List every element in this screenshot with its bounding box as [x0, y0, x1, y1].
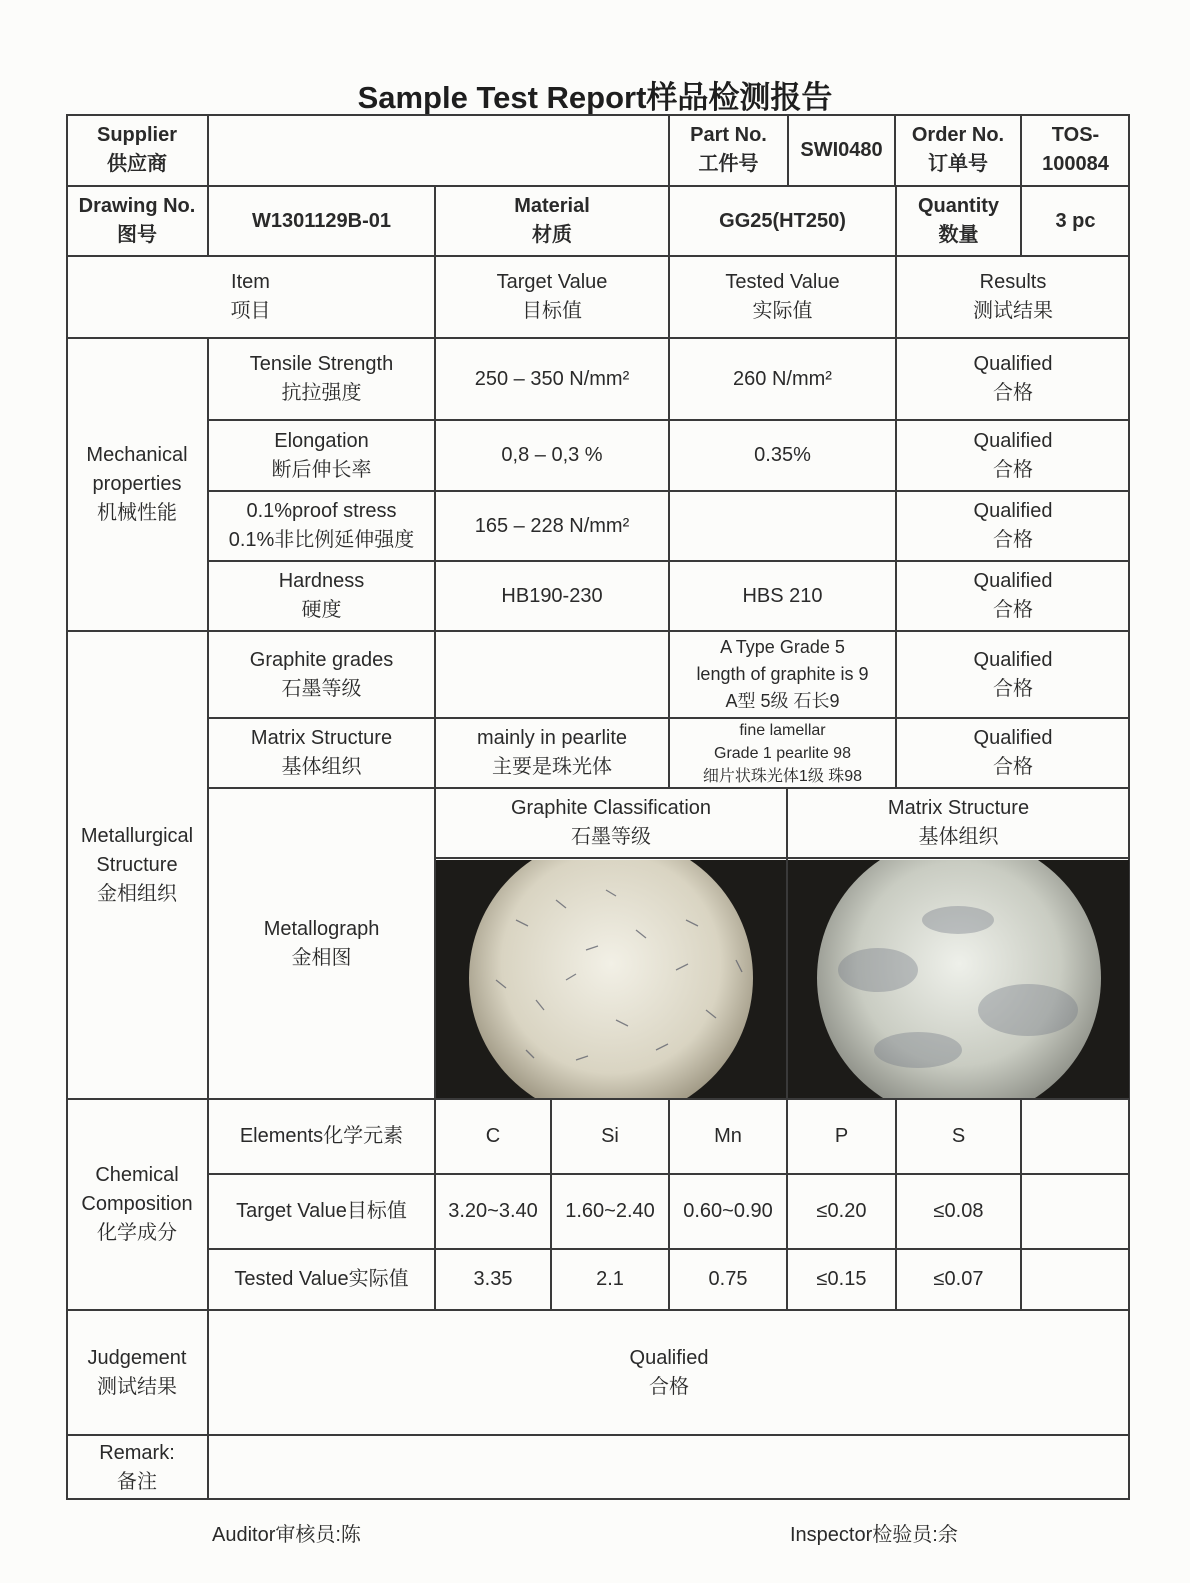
chem-tested-mn: 0.75	[708, 1268, 748, 1290]
column-tested-en: Tested Value	[725, 271, 840, 293]
element-s: S	[951, 1125, 966, 1147]
chem-tested-si: 2.1	[596, 1268, 624, 1290]
proof-stress-item-en: 0.1%proof stress	[246, 500, 397, 522]
tensile-result-cn: 合格	[993, 382, 1033, 404]
hardness-result-cn: 合格	[993, 599, 1033, 621]
hardness-result	[896, 561, 1130, 631]
matrix-micrograph-image	[788, 860, 1129, 1098]
metallograph-label-en: Metallograph	[263, 917, 380, 940]
judgement-value	[208, 1310, 1130, 1435]
chem-target-p: ≤0.20	[816, 1200, 867, 1222]
proof-stress-target: 165 – 228 N/mm²	[474, 514, 630, 537]
column-target-en: Target Value	[496, 271, 608, 293]
column-target	[435, 256, 669, 338]
graphite-micrograph-svg	[436, 860, 786, 1098]
proof-stress-result-en: Qualified	[973, 500, 1053, 522]
material-label-en: Material	[514, 195, 590, 217]
order-no-label-en: Order No.	[911, 124, 1005, 146]
column-tested	[669, 256, 896, 338]
matrix-tested-line2: Grade 1 pearlite 98	[714, 744, 851, 762]
element-c: C	[485, 1125, 501, 1147]
metallurgical-label-line2: Structure	[96, 853, 178, 876]
metallograph-label	[208, 788, 435, 1099]
graphite-result-en: Qualified	[973, 648, 1053, 671]
hardness-target: HB190-230	[501, 584, 603, 607]
report-table	[66, 114, 1130, 1500]
proof-stress-result-cn: 合格	[993, 529, 1033, 551]
tensile-result-en: Qualified	[973, 353, 1053, 375]
graphite-grades-item-cn: 石墨等级	[281, 677, 362, 700]
hardness-item-en: Hardness	[278, 570, 365, 592]
matrix-tested-line1: fine lamellar	[739, 721, 826, 739]
hardness-item-cn: 硬度	[301, 599, 342, 621]
elongation-result-cn: 合格	[993, 458, 1033, 481]
chem-target-si: 1.60~2.40	[565, 1200, 655, 1222]
column-results	[896, 256, 1130, 338]
elongation-target: 0,8 – 0,3 %	[501, 444, 603, 466]
matrix-structure-image-en: Matrix Structure	[887, 797, 1030, 819]
graphite-result-cn: 合格	[993, 677, 1033, 700]
matrix-structure-result	[896, 718, 1130, 788]
matrix-structure-image-label	[787, 788, 1130, 858]
column-tested-cn: 实际值	[752, 300, 813, 322]
quantity-label-en: Quantity	[917, 195, 1000, 217]
column-item-en: Item	[231, 271, 270, 293]
column-item	[66, 256, 435, 338]
mechanical-label-line1: Mechanical	[86, 444, 188, 466]
material-value: GG25(HT250)	[719, 209, 846, 232]
chemical-label-line1: Chemical	[95, 1164, 179, 1186]
column-target-cn: 目标值	[522, 300, 582, 322]
graphite-grades-item	[208, 631, 435, 718]
tensile-result	[896, 338, 1130, 420]
graphite-classification-cn: 石墨等级	[571, 826, 651, 848]
graphite-micrograph-image	[436, 860, 786, 1098]
material-label	[435, 186, 669, 256]
matrix-structure-tested	[669, 718, 896, 788]
metallurgical-label-line3: 金相组织	[97, 882, 177, 905]
matrix-item-en: Matrix Structure	[250, 727, 393, 749]
chem-target-mn: 0.60~0.90	[683, 1200, 773, 1222]
supplier-value	[208, 114, 669, 186]
chemical-label-line3: 化学成分	[97, 1222, 177, 1244]
matrix-result-en: Qualified	[973, 727, 1053, 749]
tensile-target: 250 – 350 N/mm²	[474, 367, 630, 390]
matrix-item-cn: 基体组织	[281, 756, 362, 778]
remark-label-en: Remark:	[99, 1441, 175, 1464]
element-si: Si	[601, 1125, 619, 1147]
chem-target-label: Target Value目标值	[236, 1200, 407, 1222]
auditor-signature: Auditor审核员:陈	[212, 1524, 361, 1546]
matrix-structure-target	[435, 718, 669, 788]
elongation-item-en: Elongation	[274, 429, 369, 452]
report-title: Sample Test Report样品检测报告	[357, 80, 833, 115]
column-results-cn: 测试结果	[973, 300, 1053, 322]
remark-value	[208, 1435, 1130, 1500]
matrix-target-cn: 主要是珠光体	[492, 756, 612, 778]
remark-label	[66, 1435, 208, 1500]
material-label-cn: 材质	[532, 224, 572, 246]
graphite-tested-line3: A型 5级 石长9	[725, 691, 840, 711]
hardness-tested: HBS 210	[742, 584, 823, 607]
matrix-target-en: mainly in pearlite	[476, 727, 628, 749]
elongation-result-en: Qualified	[973, 429, 1053, 452]
chem-tested-s: ≤0.07	[933, 1268, 984, 1290]
order-no-label	[895, 114, 1021, 186]
supplier-label	[66, 114, 208, 186]
part-no-label-en: Part No.	[690, 124, 767, 146]
hardness-result-en: Qualified	[973, 570, 1053, 592]
quantity-label-cn: 数量	[938, 224, 979, 246]
matrix-structure-image-cn: 基体组织	[918, 826, 999, 848]
column-results-en: Results	[979, 271, 1047, 293]
column-item-cn: 项目	[230, 300, 271, 322]
metallograph-label-cn: 金相图	[291, 946, 352, 969]
chem-tested-p: ≤0.15	[816, 1268, 867, 1290]
tensile-item-en: Tensile Strength	[249, 353, 394, 375]
supplier-label-cn: 供应商	[107, 153, 167, 175]
elements-label: Elements化学元素	[239, 1125, 404, 1147]
graphite-tested-line1: A Type Grade 5	[720, 637, 845, 657]
tensile-item	[208, 338, 435, 420]
drawing-no-value: W1301129B-01	[252, 209, 391, 232]
graphite-classification-en: Graphite Classification	[510, 797, 712, 819]
mechanical-label-line2: properties	[92, 473, 182, 495]
judgement-label-cn: 测试结果	[97, 1375, 177, 1398]
proof-stress-tested	[669, 491, 896, 561]
chem-tested-label: Tested Value实际值	[234, 1268, 409, 1290]
metallurgical-label	[66, 631, 208, 1099]
matrix-tested-line3: 细片状珠光体1级 珠98	[702, 767, 863, 785]
proof-stress-item	[208, 491, 435, 561]
element-blank	[1021, 1099, 1130, 1174]
chem-target-blank	[1021, 1174, 1130, 1249]
part-no-label	[669, 114, 788, 186]
element-p: P	[834, 1125, 849, 1147]
judgement-value-cn: 合格	[649, 1375, 689, 1398]
order-no-value-line2: 100084	[1042, 153, 1109, 175]
elongation-item	[208, 420, 435, 491]
tensile-tested: 260 N/mm²	[733, 367, 832, 390]
metallurgical-label-line1: Metallurgical	[80, 824, 194, 847]
part-no-label-cn: 工件号	[698, 153, 759, 175]
element-mn: Mn	[714, 1125, 742, 1147]
mechanical-label	[66, 338, 208, 631]
order-no-value-line1: TOS-	[1051, 124, 1100, 146]
graphite-classification-label	[435, 788, 787, 858]
chem-tested-blank	[1021, 1249, 1130, 1310]
supplier-label-en: Supplier	[96, 124, 177, 146]
drawing-no-label	[66, 186, 208, 256]
elongation-tested: 0.35%	[754, 444, 811, 466]
judgement-value-en: Qualified	[629, 1346, 709, 1369]
order-no-label-cn: 订单号	[928, 153, 988, 175]
chemical-label	[66, 1099, 208, 1310]
judgement-label-en: Judgement	[87, 1346, 187, 1369]
proof-stress-item-cn: 0.1%非比例延伸强度	[228, 529, 415, 551]
chemical-label-line2: Composition	[81, 1193, 193, 1215]
chem-target-s: ≤0.08	[933, 1200, 984, 1222]
matrix-structure-item	[208, 718, 435, 788]
quantity-value: 3 pc	[1055, 209, 1096, 232]
proof-stress-result	[896, 491, 1130, 561]
graphite-grades-item-en: Graphite grades	[249, 648, 394, 671]
chem-tested-c: 3.35	[473, 1268, 513, 1290]
inspector-signature: Inspector检验员:余	[790, 1524, 958, 1546]
remark-label-cn: 备注	[117, 1470, 157, 1493]
elongation-result	[896, 420, 1130, 491]
graphite-tested-line2: length of graphite is 9	[696, 664, 869, 684]
part-no-value: SWI0480	[800, 138, 883, 161]
quantity-label	[896, 186, 1021, 256]
mechanical-label-line3: 机械性能	[97, 502, 177, 524]
drawing-no-label-cn: 图号	[117, 224, 157, 246]
matrix-micrograph-svg	[788, 860, 1129, 1098]
drawing-no-label-en: Drawing No.	[78, 195, 196, 217]
elongation-item-cn: 断后伸长率	[271, 458, 372, 481]
tensile-item-cn: 抗拉强度	[281, 382, 362, 404]
judgement-label	[66, 1310, 208, 1435]
graphite-grades-result	[896, 631, 1130, 718]
matrix-result-cn: 合格	[993, 756, 1033, 778]
graphite-grades-target	[435, 631, 669, 718]
order-no-value	[1021, 114, 1130, 186]
chem-target-c: 3.20~3.40	[448, 1200, 538, 1222]
graphite-grades-tested	[669, 631, 896, 718]
hardness-item	[208, 561, 435, 631]
